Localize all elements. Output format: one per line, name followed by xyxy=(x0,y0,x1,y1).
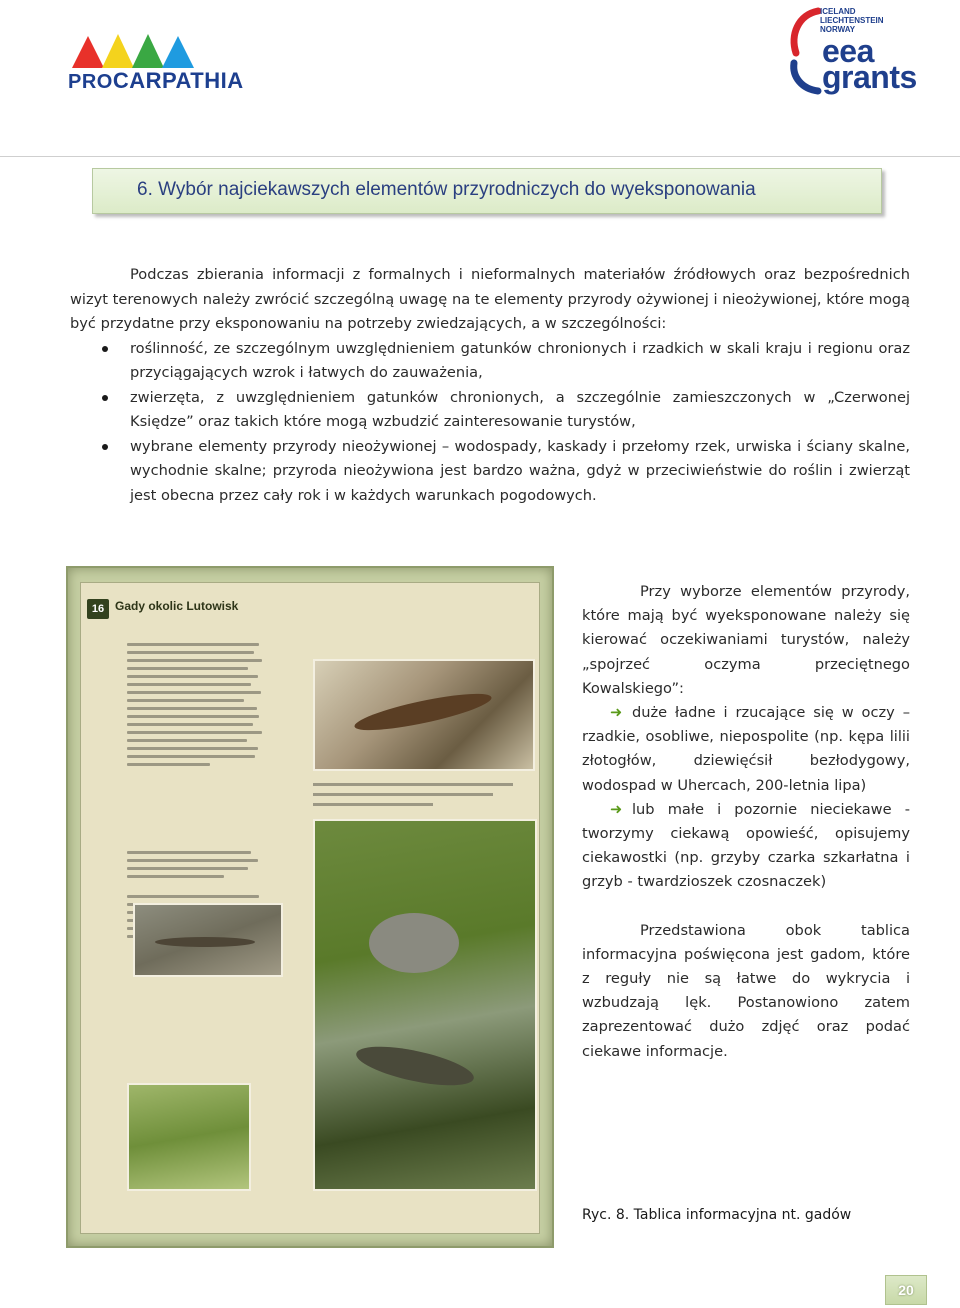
bullet-dot-icon xyxy=(102,346,108,352)
eea-grants-wordmark xyxy=(822,33,917,95)
poster-title: Gady okolic Lutowisk xyxy=(115,599,239,613)
bullet-item-animals xyxy=(70,386,910,435)
body-text xyxy=(70,263,910,508)
right-paragraph-2: Przedstawiona obok tablica informacyjna poświęcona jest gadom, które z reguły nie są łatwe do wykrycia i wzbudzają lęk. Postanowiono zatem zaprezentować dużo zdjęć oraz podać ciekawe informacje. xyxy=(582,921,910,1060)
bullet-text: zwierzęta, z uwzględnieniem gatunków chronionych, a szczególnie zamieszczonych w „Czerwonej Księdze” oraz takich które mogą wzbudzić zainteresowanie turystów, xyxy=(130,388,910,430)
bullet-dot-icon xyxy=(102,444,108,450)
figure-caption: Ryc. 8. Tablica informacyjna nt. gadów xyxy=(582,1207,852,1223)
right-column-text xyxy=(582,580,910,1064)
arrow-item-text: lub małe i pozornie nieciekawe - tworzymy ciekawą opowieść, opisujemy ciekawostki (np. grzyby czarka szkarłatna i grzyb - twardzioszek czosnaczek) xyxy=(582,800,910,891)
procarpathia-wordmark xyxy=(68,68,244,94)
arrow-item-text: duże ładne i rzucające się w oczy – rzadkie, osobliwe, niepospolite (np. kępa lilii złotogłów, dziewięćsił bezłodygowy, wodospad w Uhercach, 200-letnia lipa) xyxy=(582,704,910,794)
procarpathia-logo xyxy=(68,30,244,93)
section-heading-box xyxy=(92,168,882,214)
lizard-photo-main xyxy=(313,819,537,1191)
mountain-triangles-icon xyxy=(68,30,228,70)
eea-grants-logo xyxy=(788,5,938,95)
arrow-item-large xyxy=(582,701,910,798)
reptiles-poster-image xyxy=(66,566,554,1248)
country-iceland: ICELAND xyxy=(820,7,856,16)
poster-number-badge: 16 xyxy=(87,599,109,619)
bullet-dot-icon xyxy=(102,395,108,401)
right-arrow-icon: ➜ xyxy=(610,704,623,722)
logo-pro-text: PRO xyxy=(68,71,113,93)
bullet-item-vegetation xyxy=(70,337,910,386)
grants-text: grants xyxy=(822,59,917,95)
country-norway: NORWAY xyxy=(820,25,856,34)
grass-snake-habitat-photo xyxy=(127,1083,251,1191)
logo-carpathia-text: CARPATHIA xyxy=(112,68,244,93)
bullet-list xyxy=(70,337,910,509)
arrow-item-small xyxy=(582,798,910,895)
bullet-text: wybrane elementy przyrody nieożywionej – wodospady, kaskady i przełomy rzek, urwiska i ściany skalne, wychodnie skalne; przyroda nieożywiona jest bardzo ważna, gdyż w przeciwieństwie do roślin i zwierząt jest obecna przez cały rok i w każdych warunkach pogodowych. xyxy=(130,437,910,504)
right-paragraph-1: Przy wyborze elementów przyrody, które mają być wyeksponowane należy się kierować oczekiwaniami turystów, należy „spojrzeć oczyma przeciętnego Kowalskiego”: xyxy=(582,583,910,697)
poster-board xyxy=(80,582,540,1234)
country-liechtenstein: LIECHTENSTEIN xyxy=(820,16,884,25)
slow-worm-photo xyxy=(133,903,283,977)
bullet-text: roślinność, ze szczególnym uwzględnieniem gatunków chronionych i rzadkich w skali kraju i regionu oraz przyciągających wzrok i łatwych do zauważenia, xyxy=(130,339,910,381)
header-divider xyxy=(0,156,960,157)
lizard-photo-top xyxy=(313,659,535,771)
right-arrow-icon: ➜ xyxy=(610,800,623,818)
section-heading: 6. Wybór najciekawszych elementów przyrodniczych do wyeksponowania xyxy=(137,179,756,200)
eea-countries xyxy=(820,7,884,34)
eea-text: eea xyxy=(822,33,874,69)
bullet-item-inanimate xyxy=(70,435,910,509)
intro-paragraph: Podczas zbierania informacji z formalnych i nieformalnych materiałów źródłowych oraz bezpośrednich wizyt terenowych należy zwrócić szczególną uwagę na te elementy przyrody ożywionej i nieożywionej, które mogą być przydatne przy eksponowaniu na potrzeby zwiedzających, a w szczególności: xyxy=(70,266,910,332)
page-number: 20 xyxy=(885,1275,927,1305)
